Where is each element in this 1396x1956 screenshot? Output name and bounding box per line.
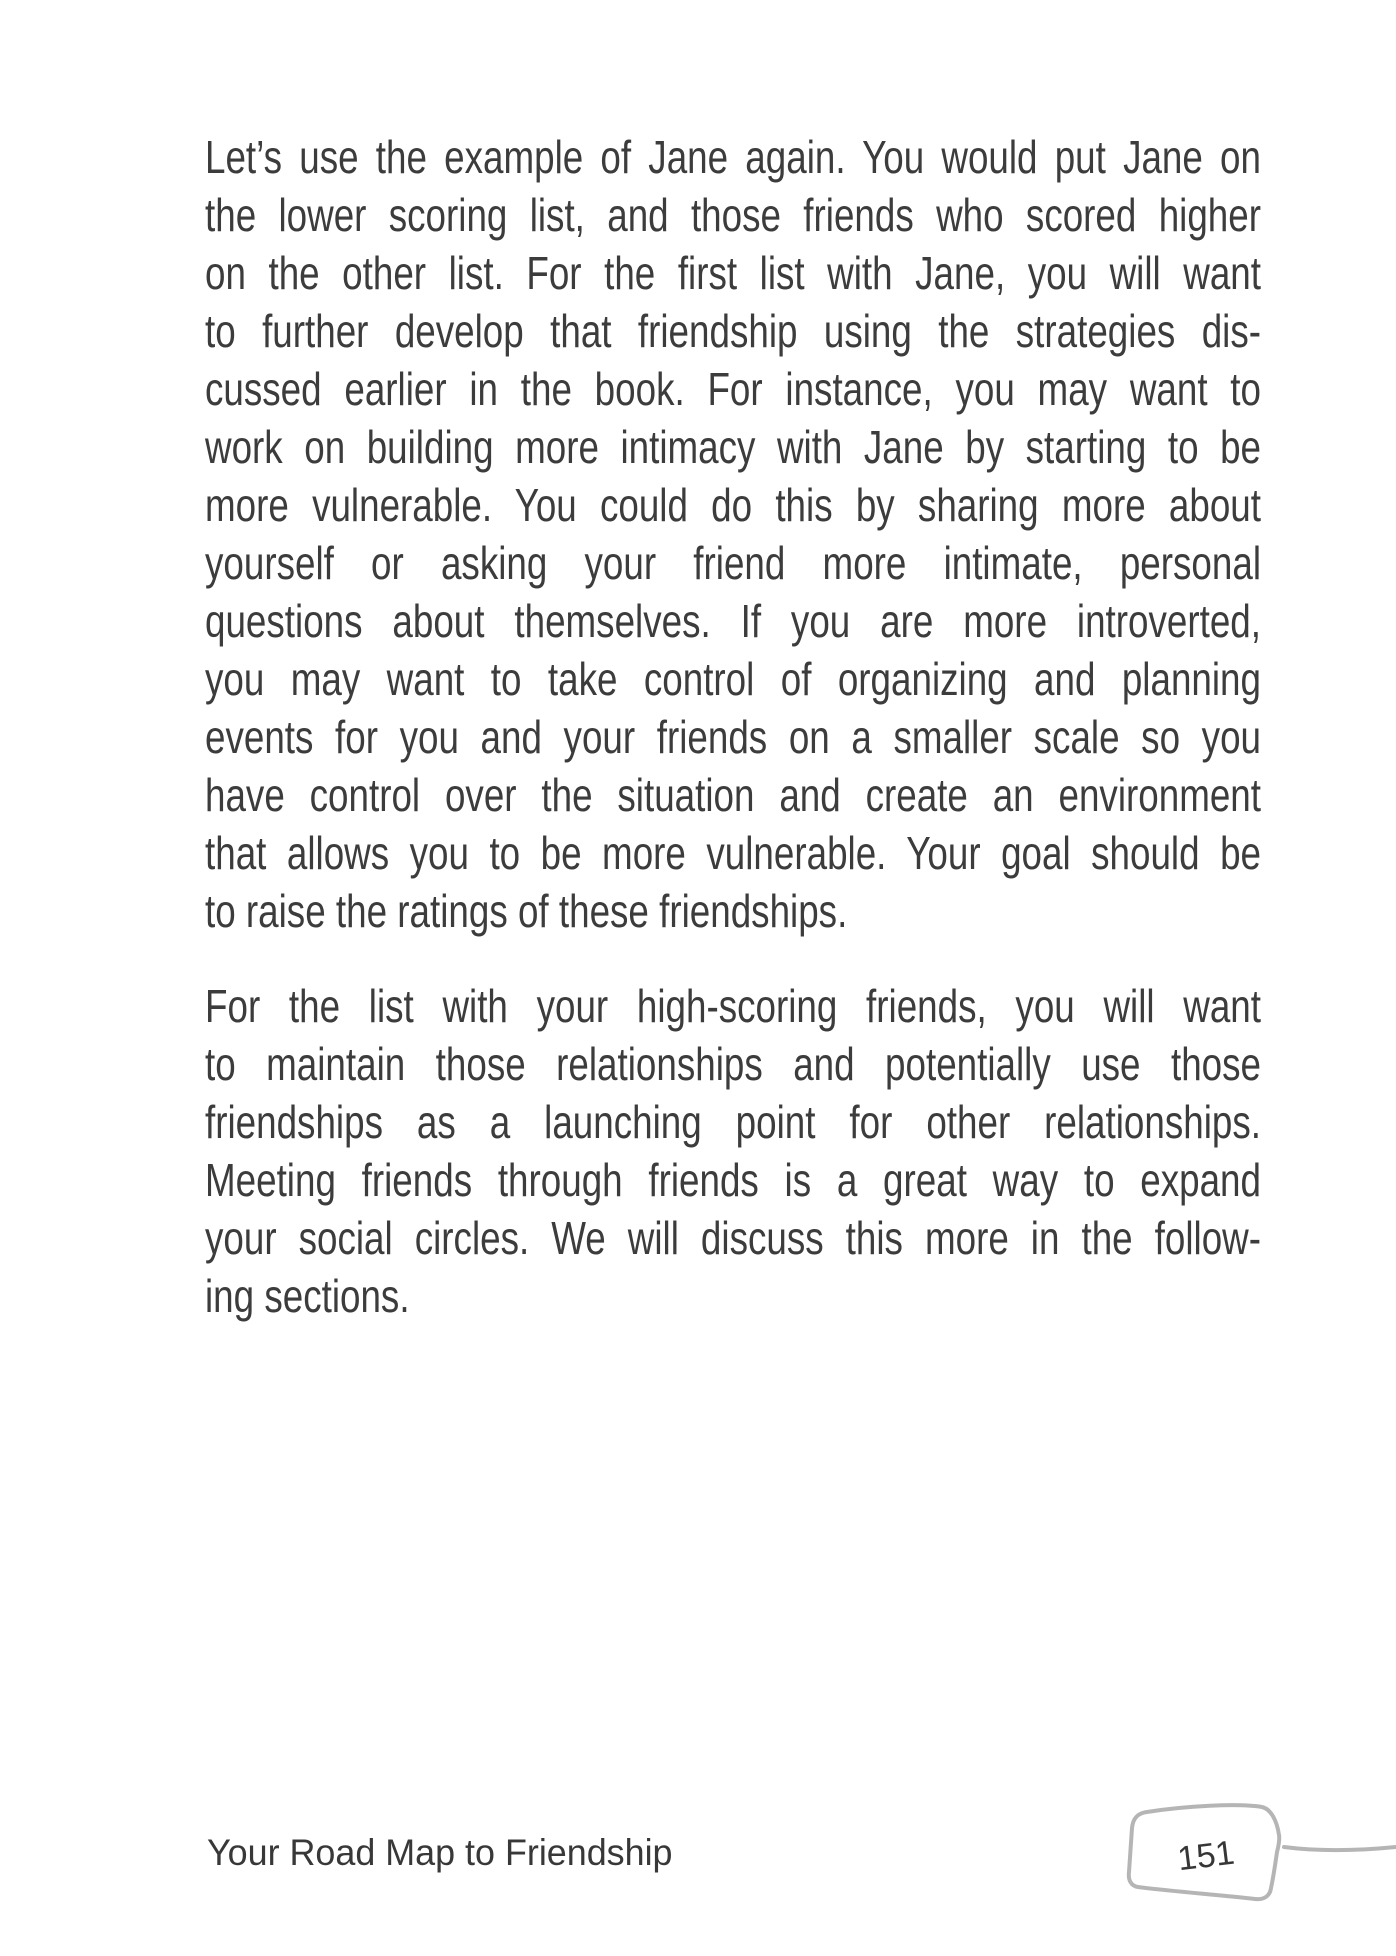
paragraph xyxy=(205,977,1261,1325)
text-line: friendships as a launching point for other relationships. xyxy=(205,1096,1261,1148)
text-line: to further develop that friendship using the strategies dis- xyxy=(205,305,1261,357)
running-footer-title: Your Road Map to Friendship xyxy=(207,1832,673,1873)
text-line: work on building more intimacy with Jane by starting to be xyxy=(205,421,1261,473)
text-line: to maintain those relationships and potentially use those xyxy=(205,1038,1261,1090)
text-line: the lower scoring list, and those friends who scored higher xyxy=(205,189,1261,241)
hand-drawn-badge-outline xyxy=(1120,1790,1396,1920)
text-line: more vulnerable. You could do this by sharing more about xyxy=(205,479,1261,531)
text-line: to raise the ratings of these friendships. xyxy=(205,885,848,937)
body-text xyxy=(205,128,1261,1325)
text-line: that allows you to be more vulnerable. Your goal should be xyxy=(205,827,1261,879)
text-line: Meeting friends through friends is a great way to expand xyxy=(205,1154,1261,1206)
text-line: For the list with your high-scoring friends, you will want xyxy=(205,980,1261,1032)
badge-tail-line xyxy=(1284,1847,1396,1850)
text-line: events for you and your friends on a smaller scale so you xyxy=(205,711,1261,763)
text-line: yourself or asking your friend more intimate, personal xyxy=(205,537,1261,589)
text-line: you may want to take control of organizing and planning xyxy=(205,653,1261,705)
text-line: questions about themselves. If you are more introverted, xyxy=(205,595,1261,647)
page-number: 151 xyxy=(1175,1833,1237,1879)
text-line: cussed earlier in the book. For instance, you may want to xyxy=(205,363,1261,415)
paragraph xyxy=(205,128,1261,940)
text-line: have control over the situation and create an environment xyxy=(205,769,1261,821)
text-line: Let’s use the example of Jane again. You would put Jane on xyxy=(205,131,1261,183)
page-number-badge xyxy=(1120,1790,1396,1920)
text-line: ing sections. xyxy=(205,1270,410,1322)
text-line: your social circles. We will discuss this more in the follow- xyxy=(205,1212,1261,1264)
text-line: on the other list. For the first list with Jane, you will want xyxy=(205,247,1261,299)
